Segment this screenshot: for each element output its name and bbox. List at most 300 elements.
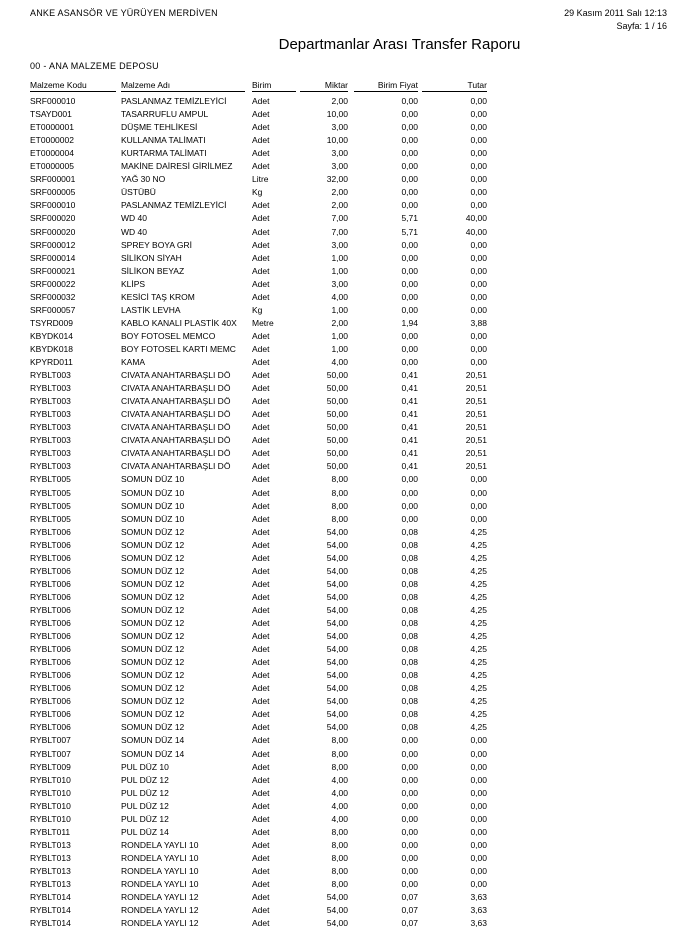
cell-code: RYBLT014 xyxy=(30,918,71,929)
cell-name: KABLO KANALI PLASTİK 40X xyxy=(121,317,237,328)
cell-unit-price: 0,00 xyxy=(401,839,418,850)
cell-unit: Adet xyxy=(252,383,270,394)
cell-name: PUL DÜZ 10 xyxy=(121,761,169,772)
cell-quantity: 8,00 xyxy=(331,865,348,876)
table-row xyxy=(0,213,679,226)
table-row xyxy=(0,344,679,357)
cell-name: SOMUN DÜZ 12 xyxy=(121,657,185,668)
page-number: Sayfa: 1 / 16 xyxy=(616,21,667,31)
cell-name: PUL DÜZ 12 xyxy=(121,813,169,824)
cell-unit: Adet xyxy=(252,787,270,798)
cell-quantity: 4,00 xyxy=(331,357,348,367)
cell-code: RYBLT014 xyxy=(30,905,71,916)
cell-unit: Adet xyxy=(252,135,270,146)
cell-unit: Adet xyxy=(252,722,270,733)
cell-total: 0,00 xyxy=(470,278,487,289)
cell-name: RONDELA YAYLI 12 xyxy=(121,892,199,903)
cell-unit: Adet xyxy=(252,122,270,133)
cell-name: PUL DÜZ 12 xyxy=(121,787,169,798)
cell-quantity: 8,00 xyxy=(331,761,348,772)
cell-unit-price: 0,00 xyxy=(401,513,418,524)
column-header-code: Malzeme Kodu xyxy=(30,80,116,92)
cell-unit: Adet xyxy=(252,748,270,759)
table-row xyxy=(0,474,679,487)
cell-unit: Adet xyxy=(252,396,270,407)
cell-code: RYBLT007 xyxy=(30,735,71,746)
table-row xyxy=(0,292,679,305)
cell-unit-price: 0,00 xyxy=(401,135,418,146)
table-row xyxy=(0,801,679,814)
table-row xyxy=(0,396,679,409)
cell-code: RYBLT010 xyxy=(30,787,71,798)
cell-quantity: 50,00 xyxy=(326,370,348,381)
cell-unit: Adet xyxy=(252,774,270,785)
cell-name: DÜŞME TEHLİKESİ xyxy=(121,122,198,133)
cell-total: 0,00 xyxy=(470,761,487,772)
table-row xyxy=(0,775,679,788)
cell-unit: Adet xyxy=(252,330,270,341)
cell-name: SOMUN DÜZ 10 xyxy=(121,487,185,498)
cell-code: RYBLT010 xyxy=(30,774,71,785)
cell-name: RONDELA YAYLI 12 xyxy=(121,905,199,916)
table-row xyxy=(0,618,679,631)
table-row xyxy=(0,161,679,174)
cell-unit-price: 0,00 xyxy=(401,174,418,185)
cell-unit: Adet xyxy=(252,918,270,929)
cell-unit-price: 0,08 xyxy=(401,709,418,720)
table-row xyxy=(0,174,679,187)
cell-total: 0,00 xyxy=(470,487,487,498)
cell-code: SRF000014 xyxy=(30,252,76,263)
cell-quantity: 8,00 xyxy=(331,513,348,524)
cell-unit-price: 0,00 xyxy=(401,813,418,824)
cell-code: SRF000020 xyxy=(30,213,76,224)
table-row xyxy=(0,696,679,709)
cell-unit-price: 0,00 xyxy=(401,735,418,746)
cell-unit-price: 0,08 xyxy=(401,670,418,681)
table-row xyxy=(0,605,679,618)
cell-name: SOMUN DÜZ 12 xyxy=(121,565,185,576)
table-row xyxy=(0,122,679,135)
cell-code: RYBLT006 xyxy=(30,591,71,602)
cell-unit: Adet xyxy=(252,709,270,720)
table-row xyxy=(0,762,679,775)
cell-quantity: 54,00 xyxy=(326,657,348,668)
cell-code: RYBLT005 xyxy=(30,500,71,511)
cell-quantity: 8,00 xyxy=(331,852,348,863)
cell-unit-price: 0,00 xyxy=(401,879,418,889)
cell-unit: Adet xyxy=(252,474,270,485)
cell-unit: Adet xyxy=(252,461,270,472)
cell-unit-price: 0,08 xyxy=(401,722,418,733)
cell-quantity: 54,00 xyxy=(326,604,348,615)
cell-name: TASARRUFLU AMPUL xyxy=(121,109,209,120)
cell-quantity: 4,00 xyxy=(331,787,348,798)
cell-total: 0,00 xyxy=(470,96,487,106)
cell-unit-price: 0,00 xyxy=(401,109,418,120)
cell-name: RONDELA YAYLI 10 xyxy=(121,852,199,863)
cell-unit-price: 0,00 xyxy=(401,748,418,759)
cell-unit-price: 0,07 xyxy=(401,892,418,903)
cell-name: WD 40 xyxy=(121,213,147,224)
cell-quantity: 3,00 xyxy=(331,122,348,133)
cell-code: RYBLT005 xyxy=(30,487,71,498)
cell-code: SRF000010 xyxy=(30,96,76,106)
cell-unit-price: 0,00 xyxy=(401,787,418,798)
cell-unit-price: 0,08 xyxy=(401,683,418,694)
table-row xyxy=(0,488,679,501)
cell-quantity: 54,00 xyxy=(326,696,348,707)
cell-unit: Adet xyxy=(252,905,270,916)
cell-unit: Adet xyxy=(252,644,270,655)
cell-name: CIVATA ANAHTARBAŞLI DÖ xyxy=(121,409,231,420)
cell-code: SRF000010 xyxy=(30,200,76,211)
table-row xyxy=(0,266,679,279)
table-row xyxy=(0,318,679,331)
cell-unit: Kg xyxy=(252,187,263,198)
cell-unit: Adet xyxy=(252,865,270,876)
cell-name: MAKİNE DAİRESİ GİRİLMEZ xyxy=(121,161,233,172)
table-row xyxy=(0,892,679,905)
table-row xyxy=(0,749,679,762)
cell-quantity: 54,00 xyxy=(326,722,348,733)
cell-name: KURTARMA TALİMATI xyxy=(121,148,207,159)
cell-quantity: 3,00 xyxy=(331,161,348,172)
cell-unit-price: 0,41 xyxy=(401,409,418,420)
cell-unit: Adet xyxy=(252,239,270,250)
cell-name: SOMUN DÜZ 10 xyxy=(121,500,185,511)
cell-name: SOMUN DÜZ 12 xyxy=(121,591,185,602)
cell-quantity: 54,00 xyxy=(326,683,348,694)
cell-name: SİLİKON BEYAZ xyxy=(121,265,185,276)
cell-code: RYBLT011 xyxy=(30,826,71,837)
cell-total: 0,00 xyxy=(470,304,487,315)
cell-quantity: 54,00 xyxy=(326,539,348,550)
cell-code: RYBLT003 xyxy=(30,409,71,420)
cell-total: 0,00 xyxy=(470,513,487,524)
cell-unit-price: 0,00 xyxy=(401,800,418,811)
cell-total: 0,00 xyxy=(470,500,487,511)
report-title: Departmanlar Arası Transfer Raporu xyxy=(278,36,521,53)
cell-unit: Litre xyxy=(252,174,269,185)
table-row xyxy=(0,253,679,266)
cell-total: 40,00 xyxy=(465,213,487,224)
table-row xyxy=(0,879,679,892)
cell-quantity: 3,00 xyxy=(331,239,348,250)
cell-total: 20,51 xyxy=(465,409,487,420)
cell-quantity: 1,00 xyxy=(331,304,348,315)
company-name: ANKE ASANSÖR VE YÜRÜYEN MERDİVEN xyxy=(30,8,218,18)
cell-quantity: 4,00 xyxy=(331,800,348,811)
cell-quantity: 8,00 xyxy=(331,879,348,889)
cell-code: RYBLT006 xyxy=(30,709,71,720)
table-row xyxy=(0,579,679,592)
cell-quantity: 54,00 xyxy=(326,565,348,576)
cell-name: SOMUN DÜZ 12 xyxy=(121,696,185,707)
cell-code: RYBLT003 xyxy=(30,383,71,394)
cell-total: 20,51 xyxy=(465,396,487,407)
cell-unit-price: 0,41 xyxy=(401,461,418,472)
cell-code: RYBLT006 xyxy=(30,539,71,550)
table-row xyxy=(0,501,679,514)
cell-unit: Adet xyxy=(252,252,270,263)
table-row xyxy=(0,827,679,840)
cell-unit: Adet xyxy=(252,226,270,237)
cell-quantity: 7,00 xyxy=(331,213,348,224)
cell-unit: Adet xyxy=(252,813,270,824)
cell-name: SOMUN DÜZ 12 xyxy=(121,709,185,720)
cell-code: RYBLT006 xyxy=(30,696,71,707)
cell-quantity: 54,00 xyxy=(326,905,348,916)
cell-quantity: 32,00 xyxy=(326,174,348,185)
cell-total: 20,51 xyxy=(465,448,487,459)
cell-code: RYBLT005 xyxy=(30,513,71,524)
cell-total: 4,25 xyxy=(470,631,487,642)
table-row xyxy=(0,109,679,122)
cell-name: CIVATA ANAHTARBAŞLI DÖ xyxy=(121,435,231,446)
cell-unit-price: 0,00 xyxy=(401,265,418,276)
cell-total: 0,00 xyxy=(470,148,487,159)
cell-total: 4,25 xyxy=(470,578,487,589)
cell-name: RONDELA YAYLI 12 xyxy=(121,918,199,929)
table-row xyxy=(0,657,679,670)
table-row xyxy=(0,383,679,396)
cell-total: 0,00 xyxy=(470,291,487,302)
cell-unit-price: 0,00 xyxy=(401,500,418,511)
cell-quantity: 54,00 xyxy=(326,591,348,602)
cell-total: 4,25 xyxy=(470,526,487,537)
cell-unit: Adet xyxy=(252,278,270,289)
cell-unit: Adet xyxy=(252,618,270,628)
cell-quantity: 1,00 xyxy=(331,343,348,354)
cell-unit-price: 5,71 xyxy=(401,213,418,224)
table-row xyxy=(0,240,679,253)
cell-unit-price: 0,41 xyxy=(401,422,418,433)
cell-total: 4,25 xyxy=(470,618,487,628)
cell-name: RONDELA YAYLI 10 xyxy=(121,839,199,850)
cell-total: 0,00 xyxy=(470,330,487,341)
cell-quantity: 54,00 xyxy=(326,578,348,589)
table-row xyxy=(0,540,679,553)
table-row xyxy=(0,735,679,748)
cell-unit: Adet xyxy=(252,761,270,772)
cell-name: SPREY BOYA GRİ xyxy=(121,239,193,250)
table-row xyxy=(0,788,679,801)
cell-total: 4,25 xyxy=(470,644,487,655)
cell-unit: Adet xyxy=(252,422,270,433)
cell-quantity: 50,00 xyxy=(326,383,348,394)
cell-unit-price: 0,00 xyxy=(401,278,418,289)
cell-unit-price: 0,08 xyxy=(401,578,418,589)
cell-unit: Adet xyxy=(252,96,270,106)
cell-total: 4,25 xyxy=(470,591,487,602)
cell-code: RYBLT006 xyxy=(30,722,71,733)
cell-name: SOMUN DÜZ 14 xyxy=(121,748,185,759)
cell-unit-price: 0,00 xyxy=(401,330,418,341)
table-row xyxy=(0,905,679,918)
table-row xyxy=(0,722,679,735)
cell-unit-price: 0,00 xyxy=(401,852,418,863)
cell-quantity: 2,00 xyxy=(331,200,348,211)
cell-total: 20,51 xyxy=(465,370,487,381)
cell-total: 4,25 xyxy=(470,552,487,563)
cell-unit: Adet xyxy=(252,683,270,694)
cell-unit: Adet xyxy=(252,852,270,863)
cell-name: CIVATA ANAHTARBAŞLI DÖ xyxy=(121,383,231,394)
cell-code: SRF000022 xyxy=(30,278,76,289)
cell-unit-price: 0,00 xyxy=(401,357,418,367)
cell-total: 0,00 xyxy=(470,774,487,785)
cell-total: 0,00 xyxy=(470,474,487,485)
table-row xyxy=(0,918,679,931)
table-row xyxy=(0,840,679,853)
table-row xyxy=(0,644,679,657)
cell-name: SOMUN DÜZ 10 xyxy=(121,513,185,524)
cell-total: 3,63 xyxy=(470,892,487,903)
cell-code: RYBLT006 xyxy=(30,631,71,642)
cell-total: 3,63 xyxy=(470,905,487,916)
cell-unit: Adet xyxy=(252,148,270,159)
cell-unit-price: 0,41 xyxy=(401,383,418,394)
cell-unit: Metre xyxy=(252,317,274,328)
cell-name: PUL DÜZ 12 xyxy=(121,774,169,785)
cell-total: 20,51 xyxy=(465,435,487,446)
cell-unit: Adet xyxy=(252,213,270,224)
cell-name: BOY FOTOSEL MEMCO xyxy=(121,330,216,341)
cell-unit: Adet xyxy=(252,448,270,459)
cell-total: 0,00 xyxy=(470,852,487,863)
cell-unit: Adet xyxy=(252,109,270,120)
cell-name: KLİPS xyxy=(121,278,146,289)
table-row xyxy=(0,514,679,527)
cell-quantity: 2,00 xyxy=(331,187,348,198)
cell-total: 0,00 xyxy=(470,200,487,211)
table-row xyxy=(0,683,679,696)
cell-quantity: 50,00 xyxy=(326,396,348,407)
cell-code: ET0000004 xyxy=(30,148,74,159)
cell-name: SOMUN DÜZ 12 xyxy=(121,526,185,537)
column-header-unit: Birim xyxy=(252,80,296,92)
cell-unit-price: 0,00 xyxy=(401,122,418,133)
table-row xyxy=(0,279,679,292)
cell-unit-price: 0,41 xyxy=(401,448,418,459)
cell-quantity: 54,00 xyxy=(326,670,348,681)
cell-name: SOMUN DÜZ 12 xyxy=(121,644,185,655)
cell-code: SRF000001 xyxy=(30,174,76,185)
cell-total: 3,88 xyxy=(470,317,487,328)
cell-code: SRF000020 xyxy=(30,226,76,237)
cell-code: KBYDK014 xyxy=(30,330,73,341)
cell-code: SRF000021 xyxy=(30,265,76,276)
cell-total: 0,00 xyxy=(470,252,487,263)
table-row xyxy=(0,435,679,448)
cell-unit-price: 0,07 xyxy=(401,918,418,929)
cell-quantity: 50,00 xyxy=(326,422,348,433)
cell-total: 0,00 xyxy=(470,357,487,367)
table-row xyxy=(0,331,679,344)
cell-quantity: 50,00 xyxy=(326,409,348,420)
cell-quantity: 4,00 xyxy=(331,813,348,824)
cell-unit-price: 0,00 xyxy=(401,291,418,302)
cell-quantity: 50,00 xyxy=(326,461,348,472)
cell-quantity: 7,00 xyxy=(331,226,348,237)
cell-total: 0,00 xyxy=(470,122,487,133)
cell-code: RYBLT006 xyxy=(30,657,71,668)
cell-code: RYBLT006 xyxy=(30,578,71,589)
cell-total: 3,63 xyxy=(470,918,487,929)
cell-unit-price: 0,00 xyxy=(401,239,418,250)
cell-name: PASLANMAZ TEMİZLEYİCİ xyxy=(121,200,227,211)
table-row xyxy=(0,96,679,109)
table-row xyxy=(0,187,679,200)
cell-code: RYBLT013 xyxy=(30,839,71,850)
cell-unit-price: 0,08 xyxy=(401,696,418,707)
cell-quantity: 54,00 xyxy=(326,526,348,537)
cell-unit-price: 0,41 xyxy=(401,370,418,381)
cell-unit: Kg xyxy=(252,304,263,315)
cell-quantity: 54,00 xyxy=(326,892,348,903)
cell-total: 0,00 xyxy=(470,735,487,746)
cell-code: RYBLT013 xyxy=(30,865,71,876)
cell-unit-price: 0,00 xyxy=(401,474,418,485)
cell-total: 0,00 xyxy=(470,787,487,798)
cell-unit: Adet xyxy=(252,513,270,524)
table-row xyxy=(0,305,679,318)
cell-name: PUL DÜZ 12 xyxy=(121,800,169,811)
cell-total: 0,00 xyxy=(470,187,487,198)
cell-quantity: 10,00 xyxy=(326,109,348,120)
cell-unit-price: 0,00 xyxy=(401,774,418,785)
cell-total: 0,00 xyxy=(470,879,487,889)
table-row xyxy=(0,200,679,213)
cell-quantity: 8,00 xyxy=(331,839,348,850)
cell-code: RYBLT003 xyxy=(30,448,71,459)
cell-unit-price: 0,08 xyxy=(401,526,418,537)
cell-name: LASTİK LEVHA xyxy=(121,304,181,315)
cell-name: RONDELA YAYLI 10 xyxy=(121,865,199,876)
table-row xyxy=(0,135,679,148)
cell-unit: Adet xyxy=(252,435,270,446)
cell-name: CIVATA ANAHTARBAŞLI DÖ xyxy=(121,370,231,381)
cell-name: SOMUN DÜZ 12 xyxy=(121,578,185,589)
cell-total: 4,25 xyxy=(470,670,487,681)
cell-total: 4,25 xyxy=(470,604,487,615)
table-row xyxy=(0,357,679,370)
cell-total: 0,00 xyxy=(470,239,487,250)
cell-total: 40,00 xyxy=(465,226,487,237)
cell-code: RYBLT013 xyxy=(30,879,71,889)
cell-unit: Adet xyxy=(252,500,270,511)
cell-unit: Adet xyxy=(252,291,270,302)
cell-unit-price: 0,08 xyxy=(401,539,418,550)
cell-unit: Adet xyxy=(252,696,270,707)
cell-total: 0,00 xyxy=(470,343,487,354)
table-row xyxy=(0,566,679,579)
cell-total: 4,25 xyxy=(470,657,487,668)
cell-total: 20,51 xyxy=(465,461,487,472)
cell-unit: Adet xyxy=(252,552,270,563)
cell-quantity: 4,00 xyxy=(331,774,348,785)
column-header-quantity: Miktar xyxy=(300,80,348,92)
cell-unit: Adet xyxy=(252,879,270,889)
cell-name: ÜSTÜBÜ xyxy=(121,187,156,198)
cell-quantity: 54,00 xyxy=(326,918,348,929)
cell-name: BOY FOTOSEL KARTI MEMC xyxy=(121,343,236,354)
cell-total: 0,00 xyxy=(470,800,487,811)
cell-name: SOMUN DÜZ 12 xyxy=(121,670,185,681)
cell-code: RYBLT010 xyxy=(30,813,71,824)
cell-quantity: 54,00 xyxy=(326,552,348,563)
